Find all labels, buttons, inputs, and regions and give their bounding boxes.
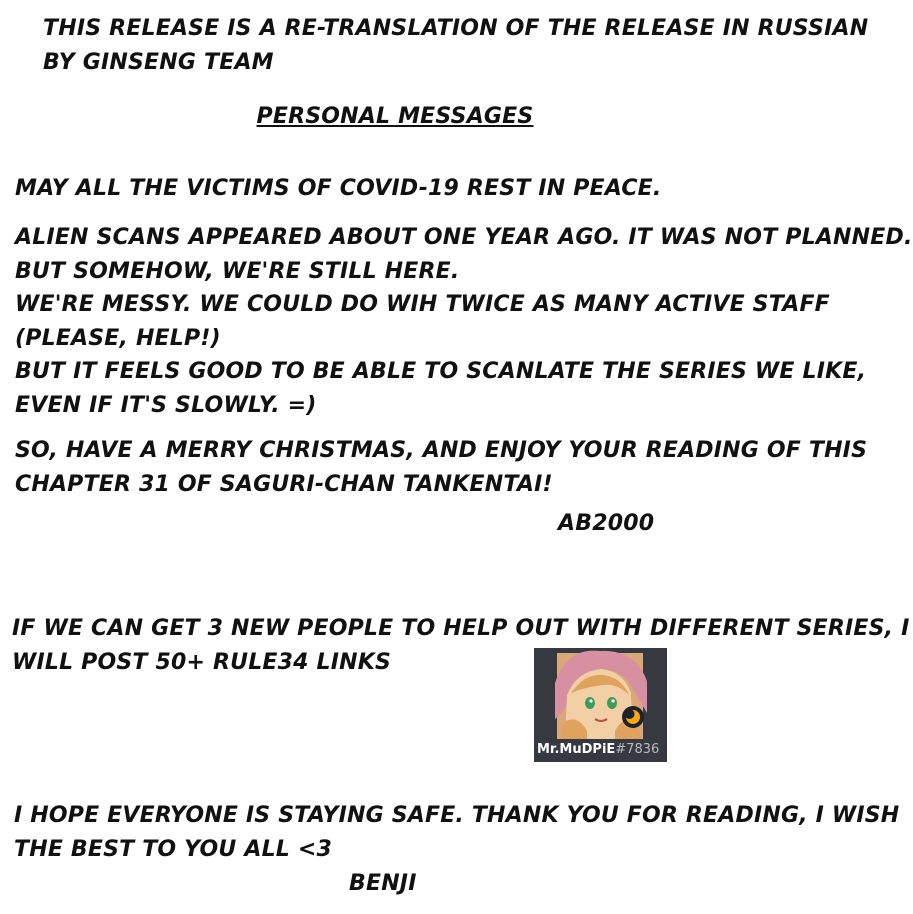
intro-paragraph bbox=[43, 12, 868, 79]
message-line: BUT SOMEHOW, WE'RE STILL HERE. bbox=[15, 258, 460, 284]
message-line: CHAPTER 31 OF SAGURI-CHAN TANKENTAI! bbox=[15, 471, 553, 497]
alien-scans-message bbox=[15, 221, 913, 422]
discord-tag bbox=[537, 742, 665, 758]
discord-username: Mr.MuDPiE bbox=[537, 742, 616, 757]
stay-safe-message bbox=[14, 799, 899, 866]
mudpie-message bbox=[12, 612, 909, 679]
discord-discriminator: #7836 bbox=[615, 742, 660, 757]
message-line: THE BEST TO YOU ALL <3 bbox=[14, 836, 333, 862]
message-line: (PLEASE, HELP!) bbox=[15, 325, 221, 351]
message-line: WE'RE MESSY. WE COULD DO WIH TWICE AS MANY ACTIVE STAFF bbox=[15, 292, 830, 317]
covid-message: MAY ALL THE VICTIMS OF COVID-19 REST IN PEACE. bbox=[15, 176, 662, 201]
signature-benji: BENJI bbox=[349, 871, 417, 896]
message-line: EVEN IF IT'S SLOWLY. =) bbox=[15, 392, 317, 418]
page-heading bbox=[0, 100, 790, 134]
signature-ab2000: AB2000 bbox=[558, 511, 655, 536]
message-line: ALIEN SCANS APPEARED ABOUT ONE YEAR AGO. IT WAS NOT PLANNED. bbox=[15, 225, 913, 250]
message-line: IF WE CAN GET 3 NEW PEOPLE TO HELP OUT WITH DIFFERENT SERIES, I bbox=[12, 616, 910, 641]
message-line: I HOPE EVERYONE IS STAYING SAFE. THANK YOU FOR READING, I WISH bbox=[14, 803, 900, 828]
christmas-message bbox=[15, 434, 867, 501]
message-line: SO, HAVE A MERRY CHRISTMAS, AND ENJOY YOUR READING OF THIS bbox=[15, 438, 868, 463]
intro-line: THIS RELEASE IS A RE-TRANSLATION OF THE RELEASE IN RUSSIAN bbox=[43, 16, 869, 41]
message-line: BUT IT FEELS GOOD TO BE ABLE TO SCANLATE THE SERIES WE LIKE, bbox=[15, 359, 867, 384]
idle-moon-icon bbox=[622, 706, 644, 728]
message-line: WILL POST 50+ RULE34 LINKS bbox=[12, 649, 392, 675]
heading-text: PERSONAL MESSAGES bbox=[256, 104, 534, 129]
discord-user-badge bbox=[534, 648, 667, 762]
intro-line: BY GINSENG TEAM bbox=[43, 49, 274, 75]
